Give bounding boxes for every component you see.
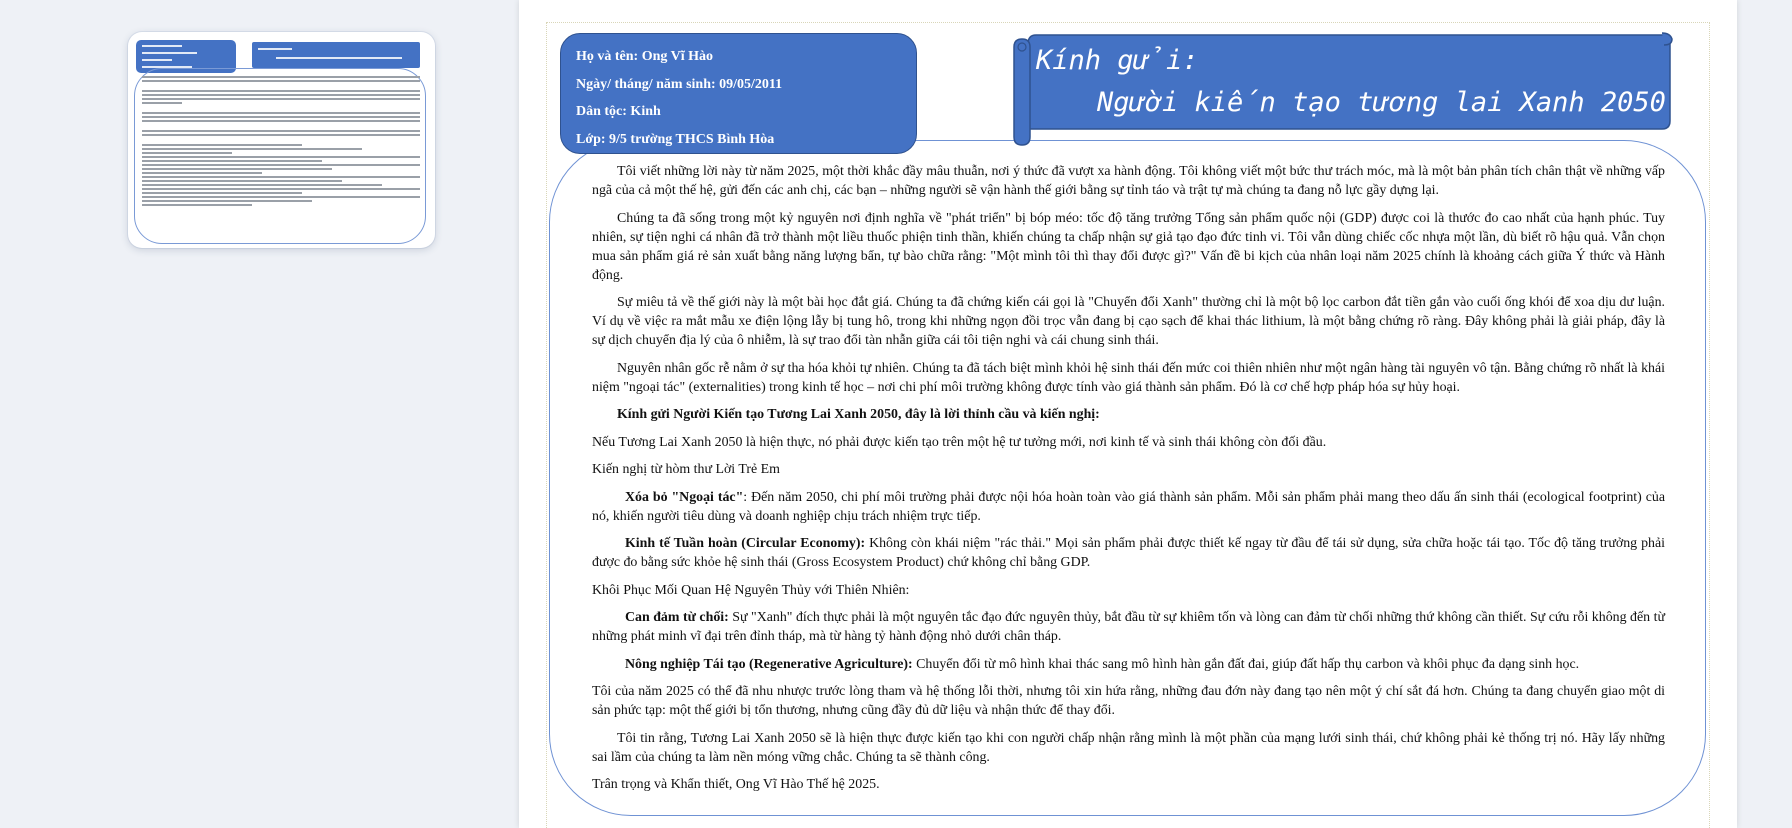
item-title: Can đảm từ chối: bbox=[625, 610, 729, 625]
document-page bbox=[519, 0, 1737, 828]
paragraph: Sự miêu tả về thế giới này là một bài học đắt giá. Chúng ta đã chứng kiến cái gọi là "Chuyển đổi Xanh" thường chỉ là một bộ lọc carbon đắt tiền gắn vào cuối ống khói để xoa dịu dư luận. Ví dụ về việc ra mắt mẫu xe điện lộng lẫy bị tung hô, trong khi những ngọn đồi trọc vẫn đang bị cạo sạch để khai thác lithium, là một bằng chứng rõ ràng. Đây không phải là giải pháp, đây là sự dịch chuyển địa lý của ô nhiễm, là sự trao đổi tàn nhẫn giữa cái tôi tiện nghi và cái chung sinh thái. bbox=[592, 295, 1665, 348]
section-label: Khôi Phục Mối Quan Hệ Nguyên Thủy với Thiên Nhiên: bbox=[592, 582, 910, 598]
item-text: Không còn khái niệm "rác thải." Mọi sản phẩm phải được thiết kế ngay từ đầu để tái sử dụng, sửa chữa hoặc tái tạo. Tốc độ tăng trưởng phải được đo bằng sức khỏe hệ sinh thái (Gross Ecosystem Product) chứ không chỉ bằng GDP. bbox=[592, 536, 1665, 570]
letter-body bbox=[592, 162, 1665, 803]
banner-subtitle: Người kiến tạo tương lai Xanh 2050 bbox=[1097, 87, 1666, 118]
paragraph: Tôi viết những lời này từ năm 2025, một thời khắc đầy mâu thuẫn, nơi ý thức đã vượt xa hành động. Tôi không viết một bức thư trách móc, mà là một bản phân tích chân thật về những vấp ngã của cả một thế hệ, gửi đến các anh chị, các bạn – những người sẽ vận hành thế giới bằng sự tỉnh táo và trật tự mà chúng ta đang nỗ lực gầy dựng lại. bbox=[592, 164, 1665, 198]
item-title: Kinh tế Tuần hoàn (Circular Economy): bbox=[625, 536, 866, 551]
item-text: Chuyển đổi từ mô hình khai thác sang mô hình hàn gắn đất đai, giúp đất hấp thụ carbon và khôi phục đa dạng sinh học. bbox=[912, 656, 1580, 672]
paragraph: Nguyên nhân gốc rễ nằm ở sự tha hóa khỏi tự nhiên. Chúng ta đã tách biệt mình khỏi hệ sinh thái đến mức coi thiên nhiên như một ngân hàng tài nguyên vô tận. Bằng chứng rõ nhất là khái niệm "ngoại tác" (externalities) trong kinh tế học – nơi chi phí môi trường không được tính vào giá thành sản phẩm. Đó là cơ chế hợp pháp hóa sự hủy hoại. bbox=[592, 360, 1665, 395]
student-dob: Ngày/ tháng/ năm sinh: 09/05/2011 bbox=[576, 76, 783, 92]
banner-title: Kính gửi: bbox=[1036, 45, 1199, 76]
student-class: Lớp: 9/5 trường THCS Bình Hòa bbox=[576, 131, 775, 147]
paragraph: Chúng ta đã sống trong một kỷ nguyên nơi định nghĩa về "phát triển" bị bóp méo: tốc độ tăng trưởng Tổng sản phẩm quốc nội (GDP) được coi là thước đo cao nhất của hạnh phúc. Tuy nhiên, sự tiện nghi cá nhân đã trở thành một liều thuốc phiện tinh thần, khiến chúng ta chấp nhận sự giả tạo đạo đức tinh vi. Tôi vẫn dùng chiếc cốc nhựa một lần, dù biết rõ hậu quả. Vẫn chọn mua sản phẩm giá rẻ sản xuất bằng năng lượng bẩn, tự bào chữa rằng: "Một mình tôi thì thay đổi được gì?" Vấn đề bi kịch của nhân loại năm 2025 chính là khoảng cách giữa Ý thức và Hành động. bbox=[592, 210, 1665, 283]
paragraph: Nếu Tương Lai Xanh 2050 là hiện thực, nó phải được kiến tạo trên một hệ tư tưởng mới, nơi kinh tế và sinh thái không còn đối đầu. bbox=[592, 434, 1327, 450]
item-title: Xóa bỏ "Ngoại tác" bbox=[625, 489, 744, 505]
heading-text: Kính gửi Người Kiến tạo Tương Lai Xanh 2050, đây là lời thỉnh cầu và kiến nghị: bbox=[617, 407, 1100, 422]
thumbnail-banner bbox=[252, 42, 420, 68]
item-text: : Đến năm 2050, chi phí môi trường phải được nội hóa hoàn toàn vào giá thành sản phẩm. Mỗi sản phẩm phải mang theo dấu ấn sinh thái (ecological footprint) của nó, khiến người tiêu dùng và doanh nghiệp chịu trách nhiệm trực tiếp. bbox=[592, 489, 1665, 524]
list-item bbox=[592, 534, 1665, 572]
item-text: Sự "Xanh" đích thực phải là một nguyên tắc đạo đức nguyên thủy, bắt đầu từ sự khiêm tốn và lòng can đảm từ chối những thứ không cần thiết. Sự cứu rỗi không đến từ những phát minh vĩ đại trên đỉnh tháp, mà từ hàng tỷ hành động nhỏ dưới chân tháp. bbox=[592, 610, 1665, 644]
list-item bbox=[592, 488, 1665, 526]
student-info-box bbox=[560, 33, 917, 154]
signature-line: Trân trọng và Khẩn thiết, Ong Vĩ Hào Thế hệ 2025. bbox=[592, 777, 880, 792]
item-title: Nông nghiệp Tái tạo (Regenerative Agriculture): bbox=[625, 656, 913, 672]
section-heading bbox=[592, 405, 1665, 424]
section-label: Kiến nghị từ hòm thư Lời Trẻ Em bbox=[592, 462, 780, 477]
address-banner bbox=[1012, 29, 1674, 146]
list-item bbox=[592, 608, 1665, 646]
student-name: Họ và tên: Ong Vĩ Hào bbox=[576, 49, 714, 64]
thumbnail-text-lines bbox=[142, 76, 420, 208]
paragraph: Tôi tin rằng, Tương Lai Xanh 2050 sẽ là hiện thực được kiến tạo khi con người chấp nhận rằng mình là một phần của mạng lưới sinh thái, chứ không phải kẻ thống trị nó. Hãy lấy những sai lầm của chúng ta làm nền móng vững chắc. Chúng ta sẽ thành công. bbox=[592, 730, 1665, 765]
list-item bbox=[592, 655, 1665, 674]
paragraph: Tôi của năm 2025 có thể đã nhu nhược trước lòng tham và hệ thống lỗi thời, nhưng tôi xin hứa rằng, những đau đớn này đang tạo nên một ý chí sắt đá hơn. Chúng ta đang chuyển giao một di sản phức tạp: một thế giới bị tổn thương, nhưng cũng đầy đủ dữ liệu và nhận thức để thay đổi. bbox=[592, 684, 1665, 718]
student-ethnicity: Dân tộc: Kinh bbox=[576, 104, 661, 119]
page-thumbnail[interactable] bbox=[128, 32, 435, 248]
